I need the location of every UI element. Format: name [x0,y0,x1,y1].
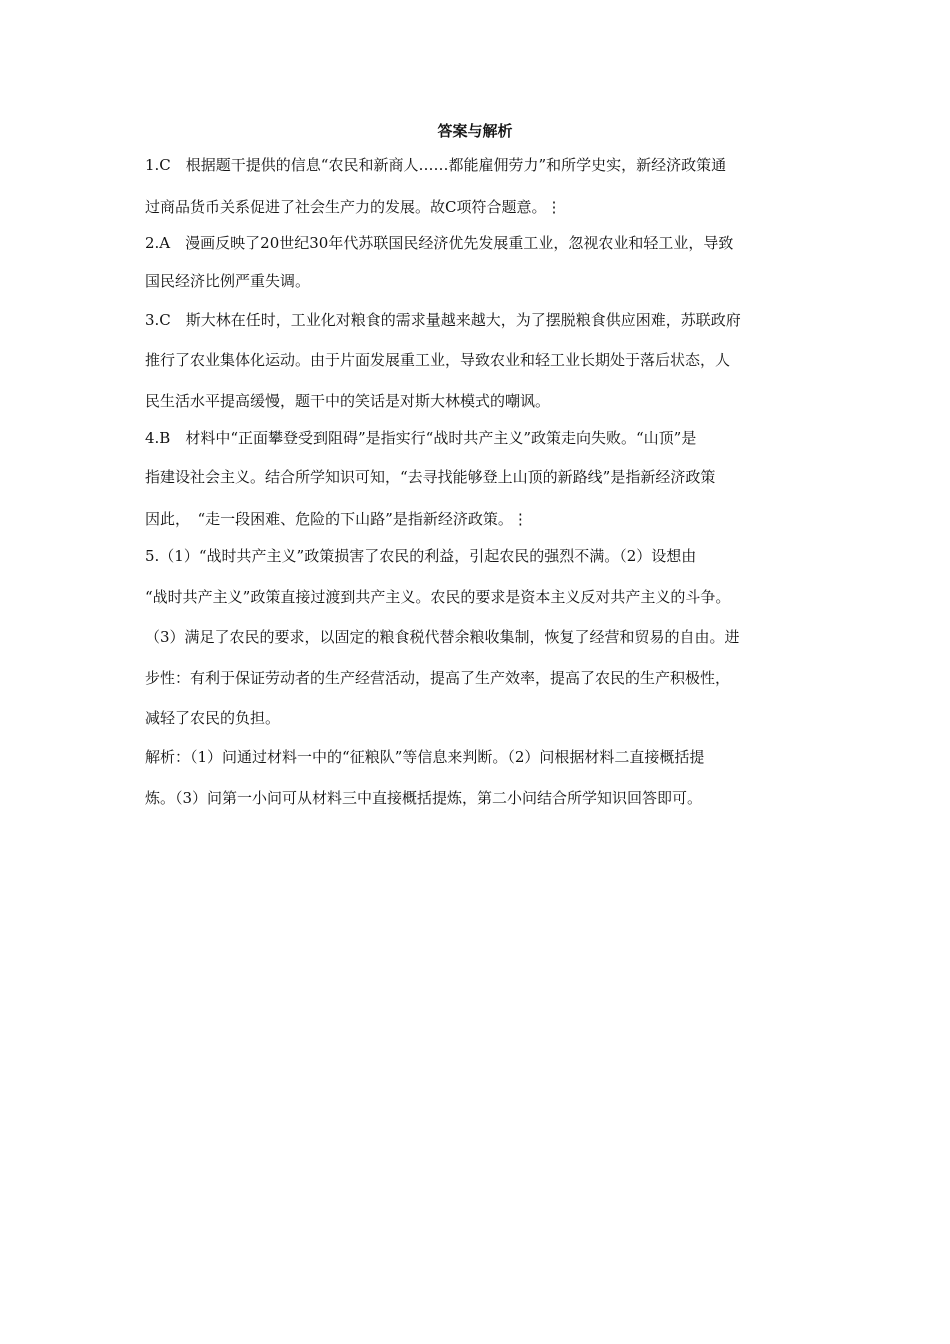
text-line: 解析：（1）问通过材料一中的“征粮队”等信息来判断。（2）问根据材料二直接概括提 [145,748,705,766]
text-line: （3）满足了农民的要求，以固定的粮食税代替余粮收集制，恢复了经营和贸易的自由。进 [145,628,740,646]
text-line: 减轻了农民的负担。 [145,709,281,727]
text-line: 因此， “走一段困难、危险的下山路”是指新经济政策。⋮ [145,510,528,528]
text-line: 4.B 材料中“正面攀登受到阻碍”是指实行“战时共产主义”政策走向失败。“山顶”是 [145,429,697,447]
text-line: 3.C 斯大林在任时，工业化对粮食的需求量越来越大，为了摆脱粮食供应困难，苏联政府 [145,311,741,329]
text-line: 推行了农业集体化运动。由于片面发展重工业，导致农业和轻工业长期处于落后状态，人 [145,351,731,369]
text-line: 过商品货币关系促进了社会生产力的发展。故C项符合题意。⋮ [145,198,562,216]
text-line: 指建设社会主义。结合所学知识可知，“去寻找能够登上山顶的新路线”是指新经济政策 [145,468,716,486]
text-line: 民生活水平提高缓慢，题干中的笑话是对斯大林模式的嘲讽。 [145,392,551,410]
text-line: 炼。（3）问第一小问可从材料三中直接概括提炼，第二小问结合所学知识回答即可。 [145,789,703,807]
text-line: 5.（1）“战时共产主义”政策损害了农民的利益，引起农民的强烈不满。（2）设想由 [145,547,697,565]
text-line: 1.C 根据题干提供的信息“农民和新商人……都能雇佣劳力”和所学史实，新经济政策通 [145,156,727,174]
page-title: 答案与解析 [437,122,513,140]
text-line: 步性：有利于保证劳动者的生产经营活动，提高了生产效率，提高了农民的生产积极性， [145,669,731,687]
text-line: 2.A 漫画反映了20世纪30年代苏联国民经济优先发展重工业，忽视农业和轻工业，导致 [145,234,734,252]
text-line: “战时共产主义”政策直接过渡到共产主义。农民的要求是资本主义反对共产主义的斗争。 [145,588,731,606]
text-line: 国民经济比例严重失调。 [145,272,311,290]
